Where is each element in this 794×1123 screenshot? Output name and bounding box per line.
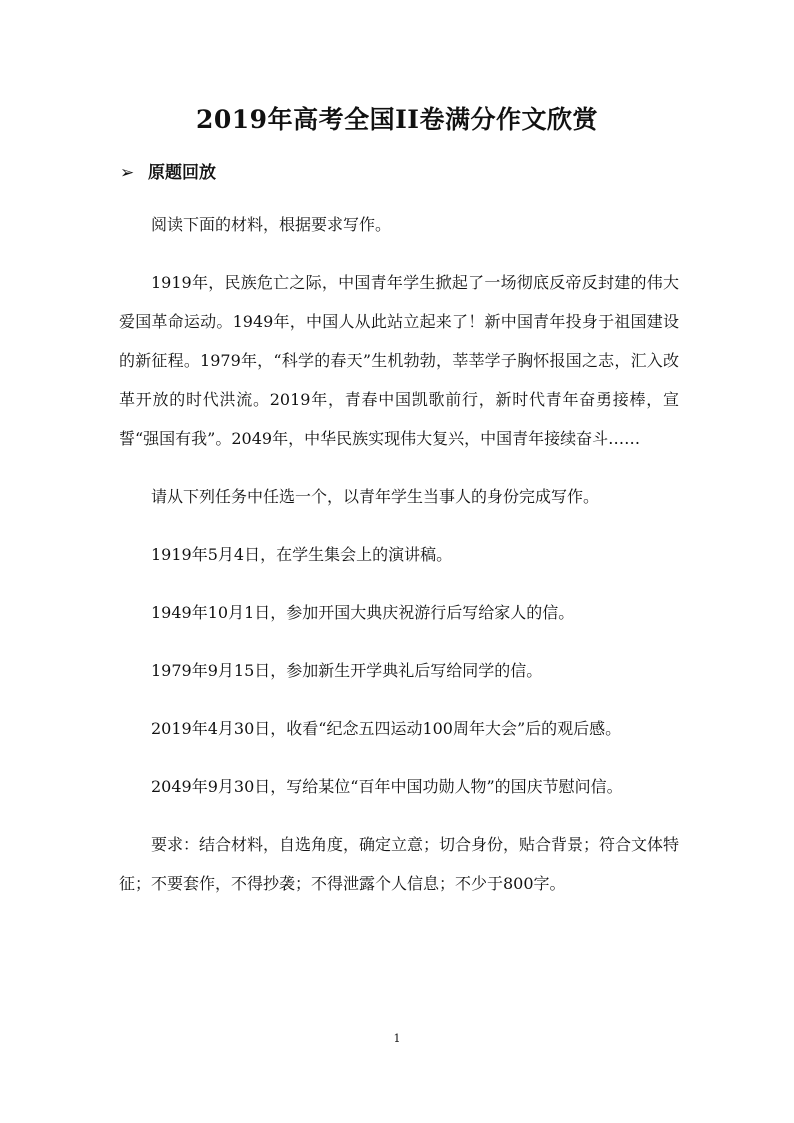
- paragraph-instruction: 阅读下面的材料，根据要求写作。: [151, 215, 392, 234]
- document-title: 2019年高考全国II卷满分作文欣赏: [196, 105, 598, 134]
- section-heading-label: 原题回放: [148, 163, 216, 183]
- arrow-bullet-icon: ➢: [120, 163, 135, 183]
- paragraph-requirements: 要求：结合材料，自选角度，确定立意；切合身份，贴合背景；符合文体特征；不要套作，不得抄袭；不得泄露个人信息；不少于800字。: [119, 835, 680, 893]
- paragraph-task-2049: 2049年9月30日，写给某位“百年中国功勋人物”的国庆节慰问信。: [151, 777, 623, 796]
- paragraph-task-1979: 1979年9月15日，参加新生开学典礼后写给同学的信。: [151, 661, 543, 680]
- paragraph-task-intro: 请从下列任务中任选一个，以青年学生当事人的身份完成写作。: [151, 487, 600, 506]
- paragraph-task-1949: 1949年10月1日，参加开国大典庆祝游行后写给家人的信。: [151, 603, 575, 622]
- section-heading: [120, 158, 216, 183]
- page-number: 1: [393, 1032, 401, 1045]
- paragraph-task-1919: 1919年5月4日，在学生集会上的演讲稿。: [151, 545, 453, 564]
- document-body: [119, 205, 679, 903]
- paragraph-task-2019: 2019年4月30日，收看“纪念五四运动100周年大会”后的观后感。: [151, 719, 622, 738]
- paragraph-material: 1919年，民族危亡之际，中国青年学生掀起了一场彻底反帝反封建的伟大爱国革命运动。1949年，中国人从此站立起来了！新中国青年投身于祖国建设的新征程。1979年，“科学的春天”生机勃勃，莘莘学子胸怀报国之志，汇入改革开放的时代洪流。2019年，青春中国凯歌前行，新时代青年奋勇接棒，宣誓“强国有我”。2049年，中华民族实现伟大复兴，中国青年接续奋斗……: [119, 273, 679, 448]
